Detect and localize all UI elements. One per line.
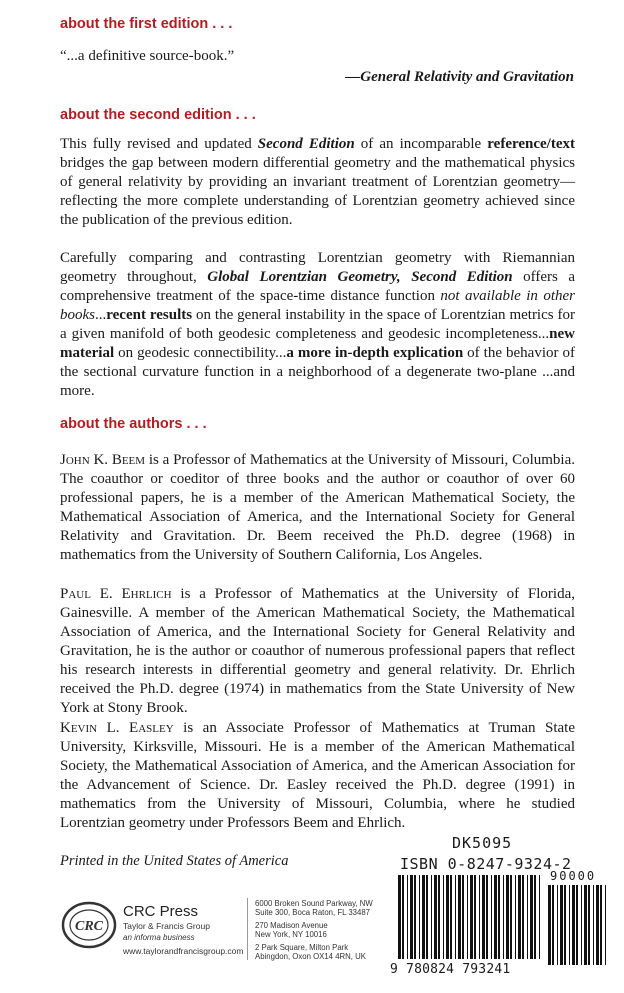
authors-heading: about the authors . . . (60, 416, 207, 432)
barcode-bar (527, 875, 528, 959)
address-line: New York, NY 10016 (255, 930, 327, 939)
barcode-bar (530, 875, 533, 959)
barcode-bar (600, 885, 602, 965)
barcode-bar (552, 885, 554, 965)
barcode-digits: 9 780824 793241 (390, 962, 511, 977)
barcode-bar (431, 875, 432, 959)
barcode-bar (467, 875, 468, 959)
barcode-bar (422, 875, 425, 959)
barcode-bar (479, 875, 480, 959)
barcode-bar (548, 885, 551, 965)
address-line: 270 Madison Avenue (255, 921, 328, 930)
first-edition-heading: about the first edition . . . (60, 16, 233, 32)
barcode-bar (560, 885, 563, 965)
publisher-website: www.taylorandfrancisgroup.com (123, 946, 244, 956)
printed-in-usa: Printed in the United States of America (60, 853, 289, 869)
second-edition-heading: about the second edition . . . (60, 107, 256, 123)
barcode-bar (438, 875, 440, 959)
barcode-bar (569, 885, 570, 965)
barcode-bar (455, 875, 456, 959)
first-edition-quote: “...a definitive source-book.” (60, 48, 235, 64)
barcode-bar (506, 875, 509, 959)
price-barcode-digits: 90000 (550, 869, 597, 883)
barcode-bar (434, 875, 437, 959)
barcode-bar (402, 875, 404, 959)
isbn-barcode (397, 875, 542, 965)
barcode-bar (470, 875, 473, 959)
address-line: 6000 Broken Sound Parkway, NW (255, 899, 373, 908)
dk-code: DK5095 (452, 834, 513, 852)
barcode-bar (510, 875, 512, 959)
barcode-bar (581, 885, 582, 965)
barcode-bar (410, 875, 413, 959)
footer-divider (247, 898, 248, 960)
barcode-bar (596, 885, 599, 965)
author-name: John K. Beem (60, 452, 146, 468)
barcode-bar (539, 875, 540, 959)
author-name: Paul E. Ehrlich (60, 586, 172, 602)
barcode-bar (515, 875, 516, 959)
svg-text:CRC: CRC (74, 919, 104, 934)
barcode-bar (414, 875, 416, 959)
barcode-bar (518, 875, 521, 959)
barcode-bar (605, 885, 606, 965)
barcode-bar (426, 875, 428, 959)
address-line: Suite 300, Boca Raton, FL 33487 (255, 908, 371, 917)
barcode-bar (486, 875, 488, 959)
first-edition-attribution: —General Relativity and Gravitation (345, 69, 574, 85)
publisher-name: CRC Press (123, 903, 199, 920)
barcode-bar (450, 875, 452, 959)
publisher-group: Taylor & Francis Group (123, 921, 210, 931)
barcode-bar (482, 875, 485, 959)
author-name: Kevin L. Easley (60, 720, 174, 736)
barcode-bar (557, 885, 558, 965)
address-line: Abingdon, Oxon OX14 4RN, UK (255, 952, 366, 961)
barcode-bar (462, 875, 464, 959)
barcode-bar (398, 875, 401, 959)
isbn: ISBN 0-8247-9324-2 (400, 855, 572, 873)
barcode-bar (584, 885, 587, 965)
barcode-bar (498, 875, 500, 959)
crc-logo-icon (60, 900, 118, 950)
author-bio-ehrlich: Paul E. Ehrlich is a Professor of Mathematics at the University of Florida, Gainesville. A member of the American Mathematical Society, the Mathematical Association of America, and the International Society for General Relativity and Gravitation, he is the author or coauthor of numerous professional papers that reflect his research interests in differential geometry and general relativity. Dr. Ehrlich received the Ph.D. degree (1974) in mathematics from the State University of New York at Stony Brook. (60, 586, 575, 716)
barcode-bar (458, 875, 461, 959)
barcode-bar (443, 875, 444, 959)
barcode-bar (419, 875, 420, 959)
barcode-bar (407, 875, 408, 959)
second-edition-paragraph-2: Carefully comparing and contrasting Lorentzian geometry with Riemannian geometry throughout, Global Lorentzian Geometry, Second Edition offers a comprehensive treatment of the space-time distance function not available in other books...recent results on the general instability in the space of Lorentzian metrics for a given manifold of both geodesic completeness and geodesic incompleteness...new material on geodesic connectibility...a more in-depth explication of the behavior of the sectional curvature function in a neighborhood of a degenerate two-plane ...and more. (60, 250, 575, 399)
barcode-bar (576, 885, 578, 965)
author-bio-easley: Kevin L. Easley is an Associate Professor of Mathematics at Truman State University, Kirksville, Missouri. He is a member of the American Mathematical Society, the Mathematical Association of America, and the American Association for the Advancement of Science. Dr. Easley received the Ph.D. degree (1991) in mathematics from the University of Missouri, Columbia, where he studied Lorentzian geometry under Professors Beem and Ehrlich. (60, 720, 575, 831)
address-line: 2 Park Square, Milton Park (255, 943, 349, 952)
second-edition-paragraph-1: This fully revised and updated Second Edition of an incomparable reference/text bridges the gap between modern differential geometry and the mathematical physics of general relativity by providing an invariant treatment of Lorentzian geometry—reflecting the more complete understanding of Lorentzian geometry achieved since the publication of the previous edition. (60, 136, 575, 228)
barcode-bar (588, 885, 590, 965)
barcode-bar (474, 875, 476, 959)
barcode-bar (491, 875, 492, 959)
barcode-bar (564, 885, 566, 965)
barcode-bar (534, 875, 536, 959)
barcode-bar (593, 885, 594, 965)
price-barcode (547, 885, 609, 965)
author-bio-beem: John K. Beem is a Professor of Mathematics at the University of Missouri, Columbia. The coauthor or coeditor of three books and the author or coauthor of over 60 professional papers, he is a member of the American Mathematical Society, the Mathematical Association of America, and the International Society for General Relativity and Gravitation. Dr. Beem received the Ph.D. degree (1968) in mathematics from the University of Southern California, Los Angeles. (60, 452, 575, 563)
barcode-bar (494, 875, 497, 959)
barcode-bar (522, 875, 524, 959)
publisher-informa: an informa business (123, 933, 195, 942)
barcode-bar (446, 875, 449, 959)
barcode-bar (572, 885, 575, 965)
barcode-bar (503, 875, 504, 959)
